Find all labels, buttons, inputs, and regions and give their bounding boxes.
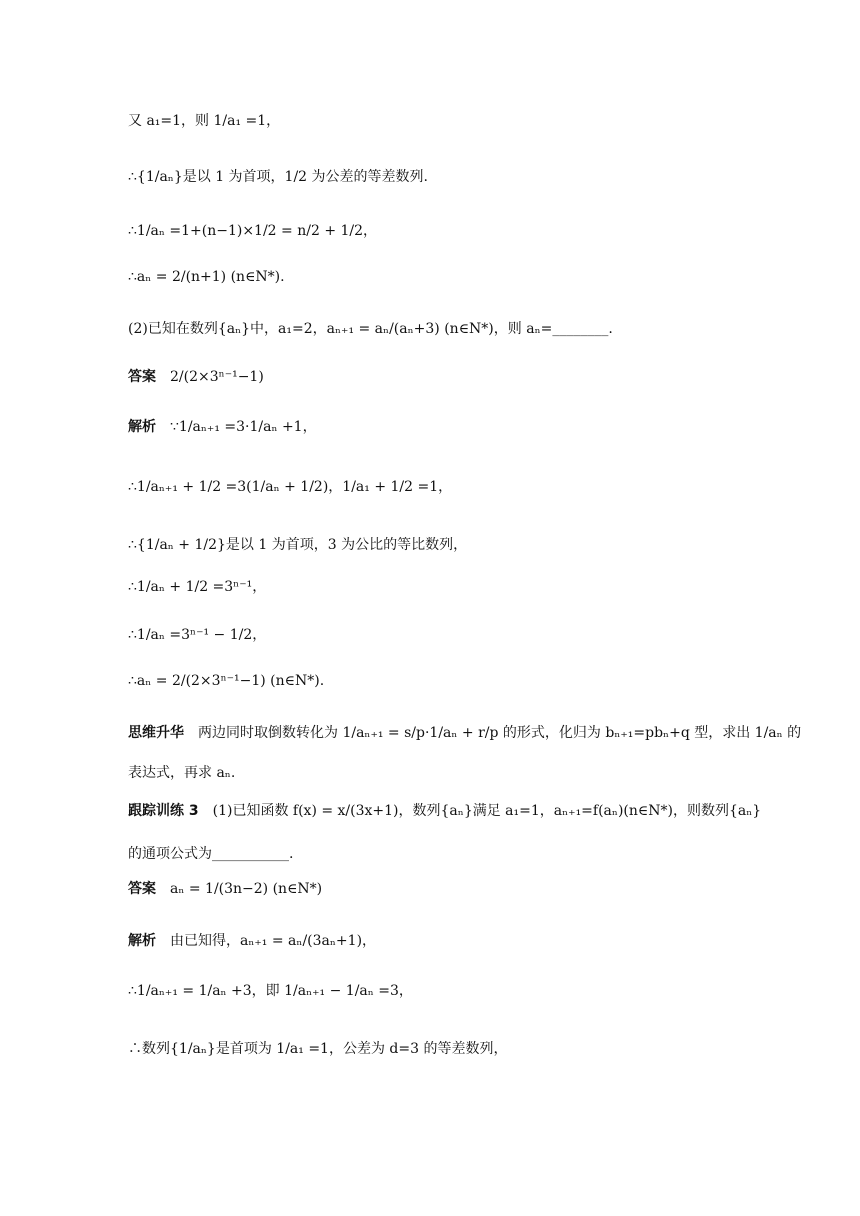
exercise-line: 跟踪训练 3 (1)已知函数 f(x) = x/(3x+1)，数列{aₙ}满足 a₁=1，aₙ₊₁=f(aₙ)(n∈N*)，则数列{aₙ} (128, 803, 762, 819)
text-line: ∴1/aₙ =1+(n−1)×1/2 = n/2 + 1/2， (128, 223, 378, 239)
text-line: ∴aₙ = 2/(n+1) (n∈N*). (128, 269, 285, 285)
answer-line: 答案 aₙ = 1/(3n−2) (n∈N*) (128, 881, 323, 897)
text-line: ∴数列{1/aₙ}是首项为 1/a₁ =1，公差为 d=3 的等差数列， (128, 1041, 508, 1057)
answer-line: 答案 2/(2×3ⁿ⁻¹−1) (128, 369, 264, 385)
summary-line: 思维升华 两边同时取倒数转化为 1/aₙ₊₁ = s/p·1/aₙ + r/p 的形式，化归为 bₙ₊₁=pbₙ+q 型，求出 1/aₙ 的 (128, 725, 802, 741)
answer-label: 答案 (128, 369, 156, 385)
summary-label: 思维升华 (128, 725, 184, 741)
text-line: ∴aₙ = 2/(2×3ⁿ⁻¹−1) (n∈N*). (128, 673, 325, 689)
text-line: 又 a₁=1，则 1/a₁ =1， (128, 113, 281, 129)
text-line: 的通项公式为___________. (128, 846, 294, 862)
text-line: ∴1/aₙ + 1/2 =3ⁿ⁻¹， (128, 579, 267, 595)
text-line: 表达式，再求 aₙ. (128, 765, 236, 781)
text-line: ∴{1/aₙ}是以 1 为首项，1/2 为公差的等差数列. (128, 169, 428, 185)
text-line: ∴1/aₙ =3ⁿ⁻¹ − 1/2， (128, 627, 267, 643)
analysis-line: 解析 由已知得，aₙ₊₁ = aₙ/(3aₙ+1)， (128, 933, 377, 949)
text-line: ∴{1/aₙ + 1/2}是以 1 为首项，3 为公比的等比数列， (128, 537, 468, 553)
answer-label: 答案 (128, 881, 156, 897)
question-line: (2)已知在数列{aₙ}中，a₁=2，aₙ₊₁ = aₙ/(aₙ+3) (n∈N*)，则 aₙ=________. (128, 321, 613, 337)
analysis-label: 解析 (128, 419, 156, 435)
exercise-label: 跟踪训练 3 (128, 803, 199, 819)
analysis-line: 解析 ∵1/aₙ₊₁ =3·1/aₙ +1， (128, 419, 317, 435)
analysis-label: 解析 (128, 933, 156, 949)
text-line: ∴1/aₙ₊₁ + 1/2 =3(1/aₙ + 1/2)，1/a₁ + 1/2 =1， (128, 479, 453, 495)
text-line: ∴1/aₙ₊₁ = 1/aₙ +3，即 1/aₙ₊₁ − 1/aₙ =3， (128, 983, 413, 999)
